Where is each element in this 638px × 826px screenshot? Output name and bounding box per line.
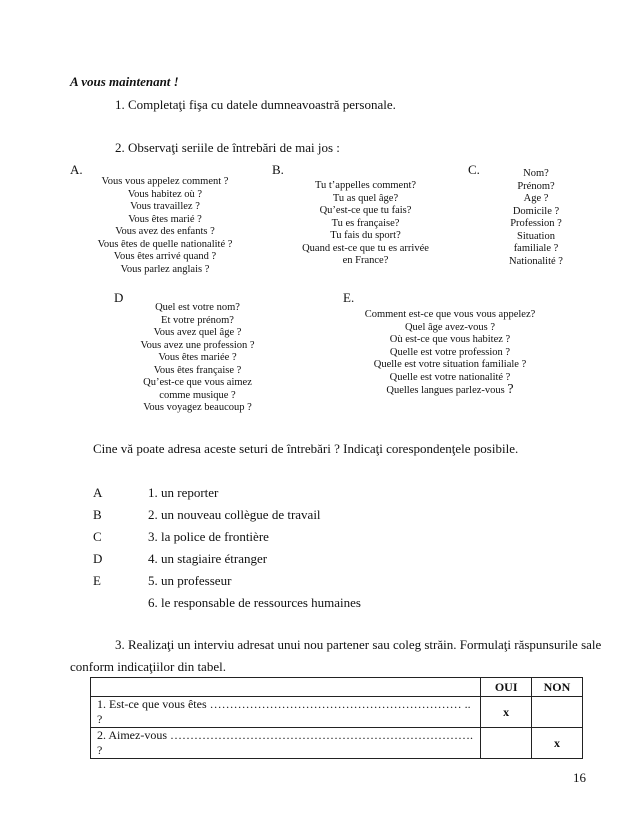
series-d-line: Qu’est-ce que vous aimez — [143, 377, 252, 388]
match-option: 4. un stagiaire étranger — [148, 551, 268, 566]
series-d-line: Vous voyagez beaucoup ? — [143, 402, 252, 413]
series-b-label: B. — [272, 162, 284, 177]
series-a-line: Vous vous appelez comment ? — [101, 176, 229, 187]
series-e-line — [355, 384, 545, 398]
series-d-line: Vous avez quel âge ? — [153, 327, 242, 338]
series-b-line: Tu as quel âge? — [332, 192, 399, 204]
task-3-line-1: 3. Realizaţi un interviu adresat unui nou partener sau coleg străin. Formulaţi răspunsurile sale — [115, 637, 602, 652]
match-option: 1. un reporter — [148, 485, 219, 500]
table-header-empty — [91, 678, 481, 697]
series-e-last-question: Quelles langues parlez-vous — [386, 385, 505, 396]
table-oui-mark — [481, 728, 531, 759]
task-2: 2. Observaţi seriile de întrebări de mai jos : — [115, 140, 340, 155]
series-b-line: en France? — [342, 255, 389, 266]
series-a-line: Vous habitez où ? — [127, 188, 203, 200]
series-b-line: Qu’est-ce que tu fais? — [319, 205, 412, 216]
series-d-questions — [130, 302, 265, 415]
match-letter: C — [93, 529, 102, 544]
series-b-line: Quand est-ce que tu es arrivée — [302, 242, 429, 254]
series-e-line: Quel âge avez-vous ? — [404, 321, 496, 333]
series-d-line: Vous êtes française ? — [153, 364, 242, 376]
series-d-line: Vous êtes mariée ? — [158, 352, 237, 363]
series-a-label: A. — [70, 162, 83, 177]
table-row — [91, 728, 583, 759]
answer-table — [90, 677, 583, 759]
series-a-line: Vous avez des enfants ? — [115, 226, 215, 237]
series-c-line: Nom? — [523, 168, 549, 179]
column-non: NON — [531, 678, 582, 697]
series-c-line: Situation — [517, 230, 555, 242]
series-c-line: familiale ? — [513, 243, 559, 254]
table-non-mark — [531, 697, 582, 728]
table-row — [91, 697, 583, 728]
task-1: 1. Completaţi fişa cu datele dumneavoastră personale. — [115, 97, 396, 112]
series-c-line: Profession ? — [510, 218, 562, 229]
series-e-line: Où est-ce que vous habitez ? — [389, 334, 511, 345]
series-c-line: Age ? — [523, 193, 549, 204]
series-d-line: comme musique ? — [159, 389, 236, 401]
series-b-line: Tu fais du sport? — [330, 230, 401, 241]
series-a-line: Vous parlez anglais ? — [120, 263, 210, 275]
series-c-label: C. — [468, 162, 480, 177]
match-letter: D — [93, 551, 103, 566]
match-letter: E — [93, 573, 101, 588]
table-question: 1. Est-ce que vous êtes ……………………………………………………… .. ? — [91, 697, 481, 728]
series-e-question-mark: ? — [507, 382, 514, 397]
match-option: 2. un nouveau collègue de travail — [148, 507, 321, 522]
series-c-line: Prénom? — [517, 180, 555, 192]
series-e-line: Quelle est votre profession ? — [389, 346, 511, 358]
series-b-line: Tu es française? — [331, 217, 400, 229]
series-a-line: Vous êtes arrivé quand ? — [113, 251, 217, 262]
series-a-line: Vous êtes de quelle nationalité ? — [97, 238, 233, 250]
match-letter: A — [93, 485, 103, 500]
series-d-label: D — [114, 290, 124, 305]
series-b-line: Tu t’appelles comment? — [314, 180, 417, 191]
match-option: 6. le responsable de ressources humaines — [148, 595, 361, 610]
match-option: 5. un professeur — [148, 573, 232, 588]
series-e-line: Quelle est votre nationalité ? — [389, 371, 511, 383]
series-a-line: Vous êtes marié ? — [128, 213, 202, 225]
table-header-row — [91, 678, 583, 697]
series-d-line: Vous avez une profession ? — [140, 339, 255, 351]
section-heading: A vous maintenant ! — [70, 74, 179, 89]
task-3-line-2: conform indicaţiilor din tabel. — [70, 659, 226, 674]
page-number: 16 — [573, 770, 586, 785]
table-non-mark: x — [531, 728, 582, 759]
table-question: 2. Aimez-vous …………………………………………………………………. ? — [91, 728, 481, 759]
series-d-line: Et votre prénom? — [161, 314, 234, 326]
series-d-line: Quel est votre nom? — [155, 302, 240, 313]
matching-question: Cine vă poate adresa aceste seturi de întrebări ? Indicaţi corespondenţele posibile. — [93, 441, 519, 456]
series-e-line: Comment est-ce que vous vous appelez? — [364, 309, 536, 320]
series-e-questions — [355, 309, 545, 398]
series-b-questions — [283, 180, 448, 268]
column-oui: OUI — [481, 678, 531, 697]
series-a-line: Vous travaillez ? — [130, 201, 200, 212]
series-e-label: E. — [343, 290, 355, 305]
table-oui-mark: x — [481, 697, 531, 728]
series-a-questions — [80, 176, 250, 276]
series-c-line: Domicile ? — [512, 205, 560, 217]
series-e-line: Quelle est votre situation familiale ? — [373, 359, 527, 370]
match-option: 3. la police de frontière — [148, 529, 269, 544]
series-c-questions — [492, 168, 580, 268]
series-c-line: Nationalité ? — [509, 255, 563, 267]
match-letter: B — [93, 507, 102, 522]
